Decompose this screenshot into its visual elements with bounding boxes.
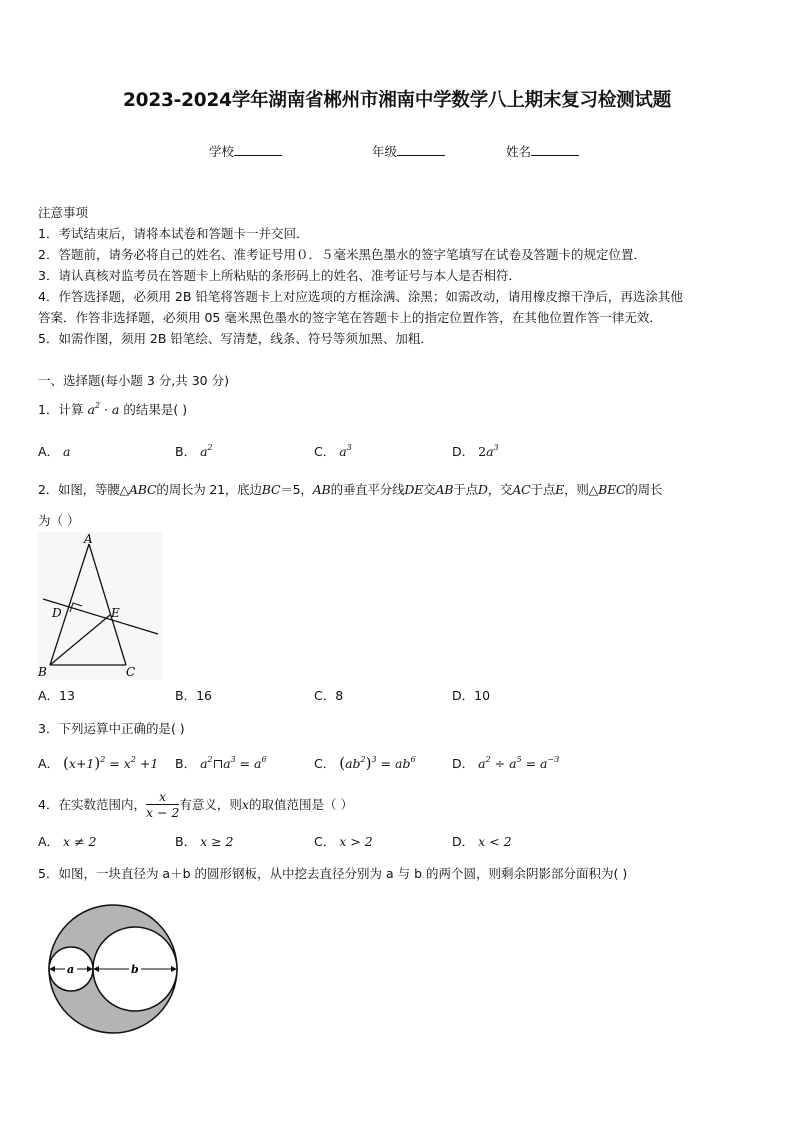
question-2-stem: 2．如图，等腰△ABC的周长为 21，底边BC＝5，AB的垂直平分线DE交AB于点D，交AC于点E，则△BEC的周长 xyxy=(38,482,663,497)
q1-option-c[interactable]: C． $a^3$ xyxy=(314,443,352,459)
question-5-stem: 5．如图，一块直径为 a＋b 的圆形钢板，从中挖去直径分别为 a 与 b 的两个圆，则剩余阴影部分面积为( ) xyxy=(38,866,628,881)
label-diameter-a: a xyxy=(67,963,75,976)
notice-item-3: 3．请认真核对监考员在答题卡上所粘贴的条形码上的姓名、准考证号与本人是否相符． xyxy=(38,268,521,283)
name-label: 姓名 xyxy=(506,144,532,159)
q4-option-d[interactable]: D． x < 2 xyxy=(452,834,512,849)
school-label: 学校 xyxy=(209,144,235,159)
grade-blank[interactable] xyxy=(397,143,445,156)
q1-prefix: 1．计算 xyxy=(38,402,84,417)
label-d: D xyxy=(52,606,62,620)
notice-item-2: 2．答题前，请务必将自己的姓名、准考证号用０．５毫米黑色墨水的签字笔填写在试卷及答题卡的规定位置． xyxy=(38,247,646,262)
q2-option-c[interactable]: C．8 xyxy=(314,688,344,703)
q5-circles-figure xyxy=(44,902,184,1038)
school-blank[interactable] xyxy=(234,143,282,156)
question-1-stem xyxy=(38,400,187,418)
q3-option-d[interactable]: D． $a^2 \div a^5 = a^{-3}$ xyxy=(452,755,560,771)
name-field[interactable] xyxy=(506,142,579,160)
notice-item-1: 1．考试结束后，请将本试卷和答题卡一并交回． xyxy=(38,226,309,241)
grade-field[interactable] xyxy=(372,142,445,160)
q1-option-b[interactable]: B． $a^2$ xyxy=(175,443,213,459)
label-a: A xyxy=(84,532,93,546)
q1-expression: $a^2 \cdot a$ xyxy=(87,401,120,417)
label-diameter-b: b xyxy=(131,963,139,976)
q4-option-b[interactable]: B． x ≥ 2 xyxy=(175,834,234,849)
q2-option-a[interactable]: A．13 xyxy=(38,688,75,703)
q2-option-d[interactable]: D．10 xyxy=(452,688,491,703)
label-b: B xyxy=(38,665,47,679)
notice-heading: 注意事项 xyxy=(38,205,89,220)
q4-option-a[interactable]: A． x ≠ 2 xyxy=(38,834,97,849)
q2-triangle-figure xyxy=(38,532,162,680)
q2-option-b[interactable]: B．16 xyxy=(175,688,212,703)
label-c: C xyxy=(126,665,136,679)
q1-option-d[interactable]: D． $2a^3$ xyxy=(452,443,499,459)
notice-item-4: 4．作答选择题，必须用 2B 铅笔将答题卡上对应选项的方框涂满、涂黑；如需改动，请用橡皮擦干净后，再选涂其他 xyxy=(38,289,683,304)
name-blank[interactable] xyxy=(531,143,579,156)
grade-label: 年级 xyxy=(372,144,398,159)
notice-item-5: 5．如需作图，须用 2B 铅笔绘、写清楚，线条、符号等须加黑、加粗． xyxy=(38,331,433,346)
school-field[interactable] xyxy=(209,142,282,160)
q3-option-a[interactable]: A． $(x+1)^2 = x^2 +1$ xyxy=(38,754,159,772)
notice-item-4-cont: 答案．作答非选择题，必须用 05 毫米黑色墨水的签字笔在答题卡上的指定位置作答，在其他位置作答一律无效． xyxy=(38,310,662,325)
q4-fraction: $\frac{x}{x - 2}$ xyxy=(145,788,180,820)
q3-option-c[interactable]: C． $(ab^2)^3 = ab^6$ xyxy=(314,754,416,772)
question-2-stem-cont: 为（ ） xyxy=(38,513,80,528)
label-e: E xyxy=(111,606,120,620)
q4-option-c[interactable]: C． x > 2 xyxy=(314,834,373,849)
q3-option-b[interactable]: B． $a^2⊓a^3 = a^6$ xyxy=(175,755,267,771)
exam-title: 2023-2024学年湖南省郴州市湘南中学数学八上期末复习检测试题 xyxy=(122,90,672,111)
q1-suffix: 的结果是( ) xyxy=(123,402,188,417)
section-heading: 一、选择题(每小题 3 分,共 30 分) xyxy=(38,373,229,388)
question-3-stem: 3．下列运算中正确的是( ) xyxy=(38,721,185,736)
q1-option-a[interactable]: A． a xyxy=(38,444,71,459)
question-4-stem: 4．在实数范围内， $\frac{x}{x - 2}$ 有意义，则 x 的取值范围是（ ） xyxy=(38,788,353,820)
